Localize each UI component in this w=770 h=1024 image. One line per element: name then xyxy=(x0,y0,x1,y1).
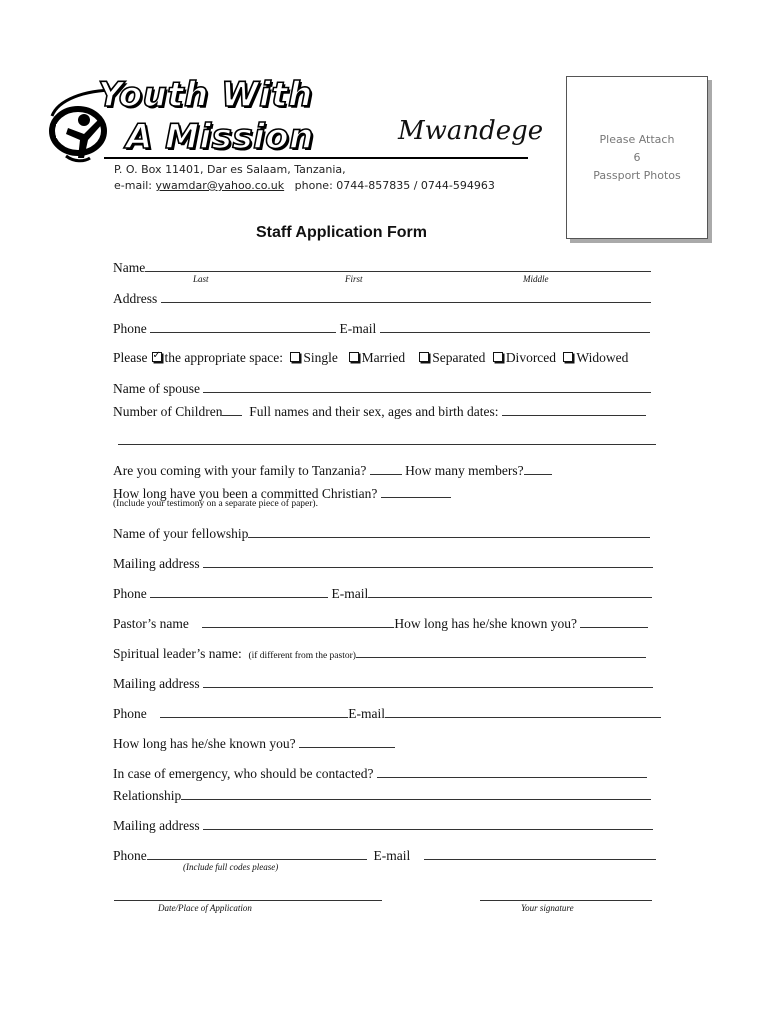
email-label: E-mail xyxy=(348,706,385,721)
date-place-field[interactable] xyxy=(114,900,382,901)
relationship-field[interactable] xyxy=(181,787,651,800)
email-label: E-mail xyxy=(339,321,377,336)
spiritual-leader-note: (if different from the pastor) xyxy=(248,651,356,661)
name-middle-label: Middle xyxy=(523,274,549,284)
spiritual-leader-row xyxy=(113,645,646,664)
location-name: Mwandege xyxy=(398,116,544,146)
children-label: Number of Children xyxy=(113,404,223,419)
phone-email-row-3 xyxy=(113,705,661,722)
pastor-known-question: How long has he/she known you? xyxy=(394,616,577,631)
address-row xyxy=(113,290,651,307)
please-instruction: the appropriate space: xyxy=(164,350,283,365)
spouse-row xyxy=(113,380,651,397)
email-label: E-mail xyxy=(373,848,411,863)
divorced-label: Divorced xyxy=(505,350,557,365)
date-place-label: Date/Place of Application xyxy=(158,903,252,913)
phone-label: Phone xyxy=(113,706,147,721)
widowed-checkbox[interactable] xyxy=(563,352,573,362)
mailing-label: Mailing address xyxy=(113,676,200,691)
header-rule xyxy=(104,157,528,159)
form-title: Staff Application Form xyxy=(256,224,427,241)
photo-box xyxy=(566,76,708,239)
codes-note: (Include full codes please) xyxy=(183,862,279,872)
relationship-row xyxy=(113,787,651,804)
emergency-field[interactable] xyxy=(377,765,647,778)
leader-phone-field[interactable] xyxy=(160,705,348,718)
fellowship-mailing-field[interactable] xyxy=(203,555,653,568)
pastor-field[interactable] xyxy=(202,615,394,628)
christian-field[interactable] xyxy=(381,485,451,498)
leader-mailing-field[interactable] xyxy=(203,675,653,688)
phone-label: Phone xyxy=(113,586,147,601)
spiritual-leader-label: Spiritual leader’s name: xyxy=(113,646,242,661)
testimony-note: (Include your testimony on a separate piece of paper). xyxy=(113,499,318,509)
email-field[interactable] xyxy=(380,320,650,333)
address-label: Address xyxy=(113,291,158,306)
leader-email-field[interactable] xyxy=(385,705,661,718)
please-label: Please xyxy=(113,350,148,365)
family-field[interactable] xyxy=(370,462,402,475)
email-link[interactable]: ywamdar@yahoo.co.uk xyxy=(155,179,285,192)
logo-line-2: A Mission xyxy=(126,117,314,157)
phone-field[interactable] xyxy=(150,320,336,333)
spiritual-leader-field[interactable] xyxy=(356,645,646,658)
name-label: Name xyxy=(113,260,146,275)
name-field[interactable] xyxy=(145,259,651,272)
fellowship-phone-field[interactable] xyxy=(150,585,328,598)
marital-status-row xyxy=(113,350,628,366)
fellowship-field[interactable] xyxy=(248,525,650,538)
children-names-line-2[interactable] xyxy=(118,444,656,445)
email-label: E-mail xyxy=(331,586,369,601)
photo-line-2: 6 xyxy=(633,151,641,164)
leader-known-question: How long has he/she known you? xyxy=(113,736,296,751)
photo-line-3: Passport Photos xyxy=(593,169,681,182)
members-field[interactable] xyxy=(524,462,552,475)
emergency-phone-field[interactable] xyxy=(147,847,367,860)
emergency-row xyxy=(113,765,647,782)
emergency-mailing-row xyxy=(113,817,653,834)
pastor-known-field[interactable] xyxy=(580,615,648,628)
children-names-field[interactable] xyxy=(502,403,646,416)
family-row xyxy=(113,462,552,479)
relationship-label: Relationship xyxy=(113,788,182,803)
phone-label: Phone xyxy=(113,848,147,863)
married-label: Married xyxy=(361,350,406,365)
email-label: e-mail: xyxy=(114,179,153,192)
phone-label: Phone xyxy=(113,321,147,336)
members-question: How many members? xyxy=(405,463,524,478)
fellowship-row xyxy=(113,525,650,542)
children-names-label: Full names and their sex, ages and birth dates: xyxy=(249,404,499,419)
phone-text: phone: 0744-857835 / 0744-594963 xyxy=(294,179,495,192)
name-last-label: Last xyxy=(193,274,209,284)
separated-checkbox[interactable] xyxy=(419,352,429,362)
emergency-mailing-field[interactable] xyxy=(203,817,653,830)
widowed-label: Widowed xyxy=(576,350,629,365)
emergency-email-field[interactable] xyxy=(424,847,656,860)
family-question: Are you coming with your family to Tanzania? xyxy=(113,463,367,478)
children-count-field[interactable] xyxy=(222,403,242,416)
spouse-field[interactable] xyxy=(203,380,651,393)
mailing-label: Mailing address xyxy=(113,556,200,571)
logo-line-1: Youth With xyxy=(98,75,313,115)
signature-field[interactable] xyxy=(480,900,652,901)
phone-email-row-1 xyxy=(113,320,650,337)
divorced-checkbox[interactable] xyxy=(493,352,503,362)
spouse-label: Name of spouse xyxy=(113,381,200,396)
mailing-label: Mailing address xyxy=(113,818,200,833)
emergency-question: In case of emergency, who should be contacted? xyxy=(113,766,374,781)
address-text: P. O. Box 11401, Dar es Salaam, Tanzania, xyxy=(114,163,346,176)
leader-known-field[interactable] xyxy=(299,735,395,748)
leader-mailing-row xyxy=(113,675,653,692)
separated-label: Separated xyxy=(432,350,486,365)
christian-question: How long have you been a committed Christian? xyxy=(113,486,378,501)
fellowship-email-field[interactable] xyxy=(368,585,652,598)
checkmark-icon xyxy=(152,352,162,362)
fellowship-label: Name of your fellowship xyxy=(113,526,249,541)
signature-label: Your signature xyxy=(521,903,574,913)
address-field[interactable] xyxy=(161,290,651,303)
leader-known-row xyxy=(113,735,395,752)
name-first-label: First xyxy=(345,274,363,284)
phone-email-row-2 xyxy=(113,585,652,602)
contact-line xyxy=(114,179,495,192)
pastor-row xyxy=(113,615,648,632)
single-label: Single xyxy=(303,350,338,365)
children-row xyxy=(113,403,646,420)
married-checkbox[interactable] xyxy=(349,352,359,362)
fellowship-mailing-row xyxy=(113,555,653,572)
pastor-label: Pastor’s name xyxy=(113,616,189,631)
photo-line-1: Please Attach xyxy=(599,133,675,146)
single-checkbox[interactable] xyxy=(290,352,300,362)
